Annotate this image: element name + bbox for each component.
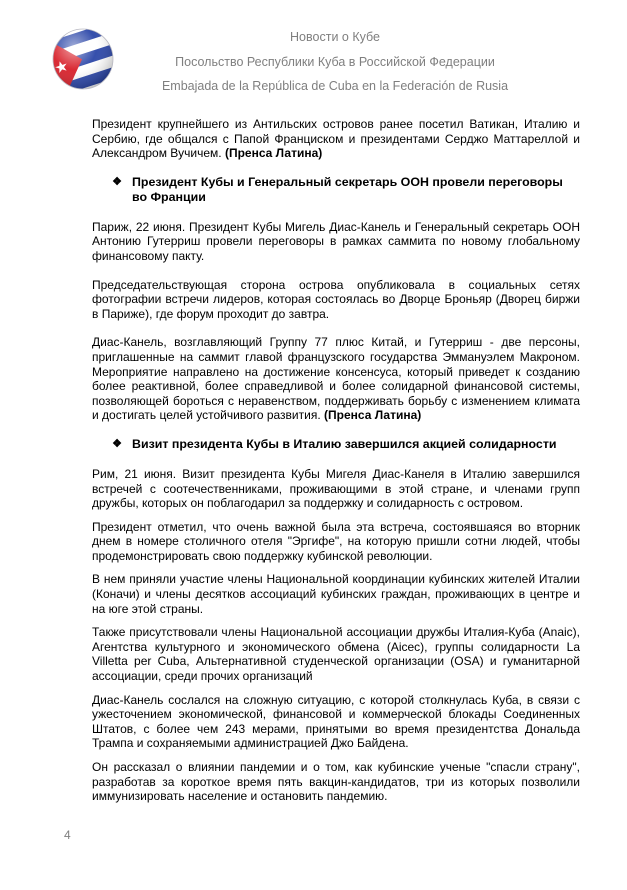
article2-paragraph: В нем приняли участие члены Национальной координации кубинских жителей Италии (Коначи) и члены десятков ассоциаций кубинских граждан, проживающих в центре и на юге этой страны.	[92, 572, 580, 616]
diamond-bullet-icon: ❖	[112, 175, 122, 188]
article1-paragraph: Париж, 22 июня. Президент Кубы Мигель Диас-Канель и Генеральный секретарь ООН Антонию Гутерриш провели переговоры в рамках саммита по новому глобальному финансовому пакту.	[92, 219, 580, 263]
header-title: Новости о Кубе	[290, 30, 380, 44]
article1-paragraph	[92, 335, 580, 423]
article2-paragraph: Диас-Канель сослался на сложную ситуацию, с которой столкнулась Куба, в связи с ужесточением экономической, финансовой и коммерческой блокады Соединенных Штатов, с более чем 243 мерами, принятыми во время президентства Дональда Трампа и сохраняемыми администрацией Джо Байдена.	[92, 692, 580, 751]
page-content	[92, 117, 580, 813]
diamond-bullet-icon: ❖	[112, 437, 122, 450]
header-embassy-es: Embajada de la República de Cuba en la Federación de Rusia	[161, 79, 509, 93]
cuba-flag-sphere-logo	[52, 28, 114, 90]
article2-paragraph: Президент отметил, что очень важной была эта встреча, состоявшаяся во вторник днем в номере столичного отеля "Эргифе", на которую пришли сотни людей, чтобы продемонстрировать свою поддержку кубинской революции.	[92, 519, 580, 563]
article1-source: (Пренса Латина)	[324, 408, 422, 423]
article1-heading	[92, 175, 580, 205]
page-header	[0, 0, 627, 110]
article2-heading	[92, 437, 580, 452]
article2-paragraph: Он рассказал о влиянии пандемии и о том, как кубинские ученые "спасли страну", разработав за короткое время пять вакцин-кандидатов, три из которых позволили иммунизировать население и остановить пандемию.	[92, 760, 580, 804]
intro-text: Президент крупнейшего из Антильских островов ранее посетил Ватикан, Италию и Сербию, где общался с Папой Франциском и президентами Серджо Маттареллой и Александром Вучичем.	[92, 117, 580, 161]
article1-paragraph: Председательствующая сторона острова опубликовала в социальных сетях фотографии встречи лидеров, которая состоялась во Дворце Броньяр (Дворец биржи в Париже), где форум проходит до завтра.	[92, 277, 580, 321]
intro-paragraph	[92, 117, 580, 161]
article2-title: Визит президента Кубы в Италию завершился акцией солидарности	[132, 436, 557, 451]
article1-title: Президент Кубы и Генеральный секретарь ООН провели переговоры во Франции	[132, 174, 563, 204]
intro-source: (Пренса Латина)	[224, 146, 323, 161]
header-embassy-ru: Посольство Республики Куба в Российской Федерации	[175, 55, 495, 69]
article2-paragraph: Рим, 21 июня. Визит президента Кубы Мигеля Диас-Канеля в Италию завершился встречей с соотечественниками, проживающими в этой стране, и членами групп дружбы, которых он поблагодарил за поддержку и солидарность с островом.	[92, 466, 580, 511]
article1-text: Диас-Канель, возглавляющий Группу 77 плюс Китай, и Гутерриш - две персоны, приглашенные на саммит главой французского государства Эммануэлем Макроном. Мероприятие направлено на достижение консенсуса, который приведет к созданию более реактивной, более справедливой и более солидарной финансовой системы, позволяющей бороться с неравенством, поддерживать борьбу с изменением климата и достигать целей устойчивого развития.	[92, 335, 580, 423]
page-number: 4	[64, 828, 71, 842]
article2-paragraph: Также присутствовали члены Национальной ассоциации дружбы Италия-Куба (Anaic), Агентства культурного и экономического обмена (Aicec), группы солидарности La Villetta per Cuba, Альтернативной студенческой организации (OSA) и гуманитарной ассоциации, среди прочих организаций	[92, 625, 580, 684]
